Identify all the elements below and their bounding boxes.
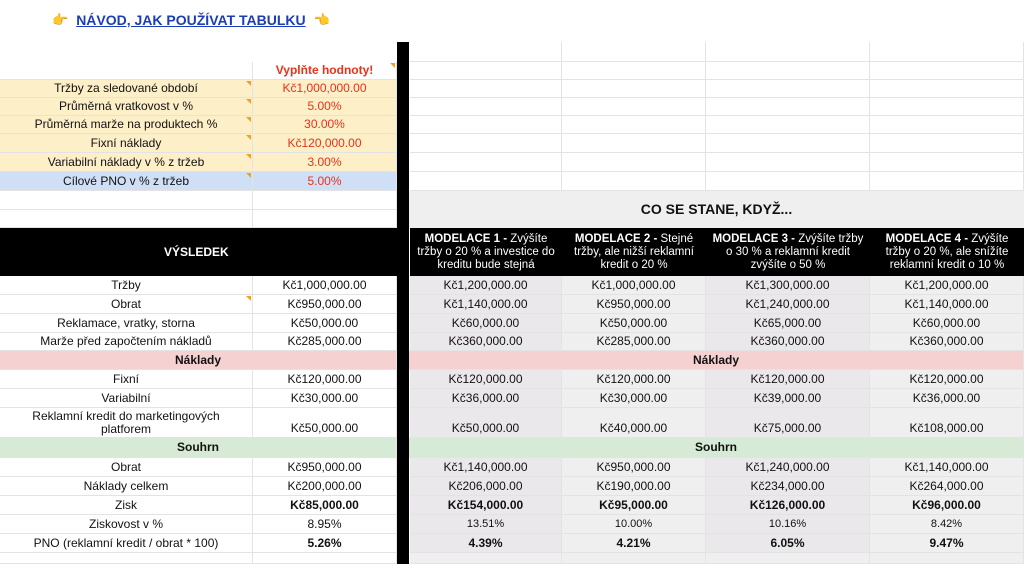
empty-cell[interactable]: [870, 116, 1024, 134]
row-label-obrat2: Obrat: [0, 458, 253, 477]
value-cell[interactable]: Kč96,000.00: [870, 496, 1024, 515]
value-cell[interactable]: Kč1,200,000.00: [410, 276, 562, 295]
value-cell[interactable]: Kč1,140,000.00: [410, 295, 562, 314]
modelace-name: MODELACE 1 -: [424, 232, 508, 245]
value-cell[interactable]: Kč50,000.00: [253, 314, 397, 333]
row-label-kredit: Reklamní kredit do marketingových platforem: [0, 408, 253, 438]
empty-cell[interactable]: [410, 553, 562, 564]
value-cell[interactable]: Kč360,000.00: [706, 333, 870, 351]
value-cell[interactable]: Kč50,000.00: [410, 408, 562, 438]
empty-cell[interactable]: [410, 153, 562, 172]
value-cell[interactable]: Kč1,200,000.00: [870, 276, 1024, 295]
empty-cell[interactable]: [562, 62, 706, 80]
empty-cell[interactable]: [706, 42, 870, 62]
modelace-desc: Zvýšíte tržby o 30 % a reklamní kredit zvýšíte o 50 %: [725, 232, 864, 271]
empty-cell[interactable]: [562, 134, 706, 153]
row-label-marze: Marže před započtením nákladů: [0, 333, 253, 351]
value-cell[interactable]: 4.21%: [562, 534, 706, 553]
pointing-right-icon: 👉: [52, 12, 69, 27]
empty-cell[interactable]: [706, 116, 870, 134]
empty-cell[interactable]: [410, 42, 562, 62]
empty-cell[interactable]: [870, 62, 1024, 80]
row-label-zisk: Zisk: [0, 496, 253, 515]
value-cell[interactable]: Kč1,000,000.00: [253, 276, 397, 295]
empty-cell[interactable]: [870, 134, 1024, 153]
value-cell[interactable]: 8.95%: [253, 515, 397, 534]
section-summary-scenario: Souhrn: [409, 438, 1024, 458]
section-costs: Náklady: [0, 351, 397, 370]
empty-cell[interactable]: [410, 172, 562, 191]
empty-cell[interactable]: [870, 553, 1024, 564]
input-label: Tržby za sledované období: [0, 80, 253, 98]
empty-cell[interactable]: [562, 98, 706, 116]
value-cell[interactable]: 13.51%: [410, 515, 562, 534]
empty-cell[interactable]: [870, 153, 1024, 172]
modelace-header-1: [410, 228, 562, 276]
empty-cell[interactable]: [253, 553, 397, 564]
value-cell[interactable]: Kč108,000.00: [870, 408, 1024, 438]
column-divider: [397, 42, 409, 564]
empty-cell[interactable]: [562, 153, 706, 172]
value-cell[interactable]: Kč1,240,000.00: [706, 458, 870, 477]
modelace-name: MODELACE 3 -: [712, 232, 796, 245]
input-value[interactable]: 5.00%: [253, 98, 397, 116]
value-cell[interactable]: Kč60,000.00: [410, 314, 562, 333]
value-cell[interactable]: Kč154,000.00: [410, 496, 562, 515]
modelace-desc: Stejné tržby, ale nižší reklamní kredit o 20 %: [574, 232, 694, 271]
empty-cell[interactable]: [562, 80, 706, 98]
empty-cell[interactable]: [870, 172, 1024, 191]
value-cell[interactable]: Kč950,000.00: [253, 458, 397, 477]
value-cell[interactable]: Kč85,000.00: [253, 496, 397, 515]
row-label-ziskovost: Ziskovost v %: [0, 515, 253, 534]
input-value[interactable]: Kč1,000,000.00: [253, 80, 397, 98]
empty-cell[interactable]: [0, 553, 253, 564]
value-cell[interactable]: Kč1,240,000.00: [706, 295, 870, 314]
section-summary: Souhrn: [0, 438, 397, 458]
value-cell[interactable]: Kč360,000.00: [410, 333, 562, 351]
input-label: Variabilní náklady v % z tržeb: [0, 153, 253, 172]
value-cell[interactable]: Kč234,000.00: [706, 477, 870, 496]
empty-cell[interactable]: [870, 98, 1024, 116]
row-label-obrat: Obrat: [0, 295, 253, 314]
empty-cell[interactable]: [870, 80, 1024, 98]
modelace-name: MODELACE 2 -: [574, 232, 658, 245]
modelace-header-3: [706, 228, 870, 276]
empty-cell[interactable]: [562, 172, 706, 191]
value-cell[interactable]: 10.16%: [706, 515, 870, 534]
value-cell[interactable]: Kč206,000.00: [410, 477, 562, 496]
input-value[interactable]: Kč120,000.00: [253, 134, 397, 153]
value-cell[interactable]: Kč285,000.00: [253, 333, 397, 351]
input-value[interactable]: 30.00%: [253, 116, 397, 134]
value-cell[interactable]: Kč120,000.00: [253, 370, 397, 389]
value-cell[interactable]: 6.05%: [706, 534, 870, 553]
value-cell[interactable]: Kč39,000.00: [706, 389, 870, 408]
empty-cell[interactable]: [706, 134, 870, 153]
pointing-left-icon: 👈: [313, 12, 330, 27]
input-label: Cílové PNO v % z tržeb: [0, 172, 253, 191]
value-cell[interactable]: Kč36,000.00: [870, 389, 1024, 408]
value-cell[interactable]: Kč200,000.00: [253, 477, 397, 496]
empty-cell[interactable]: [562, 553, 706, 564]
empty-cell[interactable]: [870, 42, 1024, 62]
section-costs-scenario: Náklady: [409, 351, 1024, 370]
value-cell[interactable]: Kč120,000.00: [410, 370, 562, 389]
empty-cell[interactable]: [410, 98, 562, 116]
empty-cell[interactable]: [706, 62, 870, 80]
value-cell[interactable]: Kč360,000.00: [870, 333, 1024, 351]
empty-cell[interactable]: [562, 116, 706, 134]
prompt-cell: Vyplňte hodnoty!: [253, 62, 397, 80]
empty-cell[interactable]: [706, 153, 870, 172]
input-label: Průměrná marže na produktech %: [0, 116, 253, 134]
value-cell[interactable]: 10.00%: [562, 515, 706, 534]
empty-cell[interactable]: [706, 98, 870, 116]
guide-link[interactable]: NÁVOD, JAK POUŽÍVAT TABULKU: [76, 12, 306, 28]
value-cell[interactable]: Kč60,000.00: [870, 314, 1024, 333]
empty-cell[interactable]: [253, 191, 397, 210]
input-value[interactable]: 3.00%: [253, 153, 397, 172]
scenario-title: CO SE STANE, KDYŽ...: [409, 191, 1024, 228]
value-cell[interactable]: Kč36,000.00: [410, 389, 562, 408]
value-cell[interactable]: Kč30,000.00: [253, 389, 397, 408]
value-cell[interactable]: Kč95,000.00: [562, 496, 706, 515]
value-cell[interactable]: Kč1,140,000.00: [870, 295, 1024, 314]
empty-cell[interactable]: [706, 553, 870, 564]
value-cell[interactable]: Kč75,000.00: [706, 408, 870, 438]
value-cell[interactable]: Kč190,000.00: [562, 477, 706, 496]
empty-cell[interactable]: [410, 62, 562, 80]
value-cell[interactable]: Kč264,000.00: [870, 477, 1024, 496]
value-cell[interactable]: 4.39%: [410, 534, 562, 553]
row-label-pno: PNO (reklamní kredit / obrat * 100): [0, 534, 253, 553]
row-label-reklamace: Reklamace, vratky, storna: [0, 314, 253, 333]
value-cell[interactable]: Kč950,000.00: [562, 458, 706, 477]
value-cell[interactable]: Kč1,140,000.00: [410, 458, 562, 477]
row-label-variabilni: Variabilní: [0, 389, 253, 408]
value-cell[interactable]: Kč30,000.00: [562, 389, 706, 408]
value-cell[interactable]: Kč1,140,000.00: [870, 458, 1024, 477]
value-cell[interactable]: 9.47%: [870, 534, 1024, 553]
empty-cell[interactable]: [410, 134, 562, 153]
value-cell[interactable]: Kč65,000.00: [706, 314, 870, 333]
value-cell[interactable]: Kč950,000.00: [562, 295, 706, 314]
value-cell[interactable]: Kč1,300,000.00: [706, 276, 870, 295]
empty-cell[interactable]: [253, 210, 397, 228]
empty-cell[interactable]: [562, 42, 706, 62]
modelace-name: MODELACE 4 -: [885, 232, 969, 245]
modelace-header-4: [870, 228, 1024, 276]
empty-cell[interactable]: [706, 80, 870, 98]
value-cell[interactable]: Kč120,000.00: [706, 370, 870, 389]
modelace-header-2: [562, 228, 706, 276]
empty-cell[interactable]: [0, 210, 253, 228]
value-cell[interactable]: Kč950,000.00: [253, 295, 397, 314]
row-label-naklady: Náklady celkem: [0, 477, 253, 496]
value-cell[interactable]: Kč285,000.00: [562, 333, 706, 351]
row-label-fixni: Fixní: [0, 370, 253, 389]
value-cell[interactable]: Kč126,000.00: [706, 496, 870, 515]
modelace-desc: Zvýšíte tržby o 20 %, ale snížíte reklamní kredit o 10 %: [885, 232, 1009, 271]
value-cell[interactable]: Kč1,000,000.00: [562, 276, 706, 295]
modelace-desc: Zvýšíte tržby o 20 % a investice do kreditu bude stejná: [417, 232, 555, 271]
empty-cell[interactable]: [706, 172, 870, 191]
value-cell[interactable]: 8.42%: [870, 515, 1024, 534]
row-label-trzby: Tržby: [0, 276, 253, 295]
result-title: VÝSLEDEK: [0, 228, 397, 276]
value-cell[interactable]: Kč40,000.00: [562, 408, 706, 438]
value-cell[interactable]: Kč120,000.00: [562, 370, 706, 389]
input-value[interactable]: 5.00%: [253, 172, 397, 191]
value-cell[interactable]: Kč50,000.00: [562, 314, 706, 333]
value-cell[interactable]: Kč50,000.00: [253, 408, 397, 438]
value-cell[interactable]: 5.26%: [253, 534, 397, 553]
input-label: Průměrná vratkovost v %: [0, 98, 253, 116]
empty-cell[interactable]: [0, 191, 253, 210]
input-label: Fixní náklady: [0, 134, 253, 153]
value-cell[interactable]: Kč120,000.00: [870, 370, 1024, 389]
empty-cell[interactable]: [410, 116, 562, 134]
empty-cell[interactable]: [410, 80, 562, 98]
empty-cell[interactable]: [0, 62, 253, 80]
